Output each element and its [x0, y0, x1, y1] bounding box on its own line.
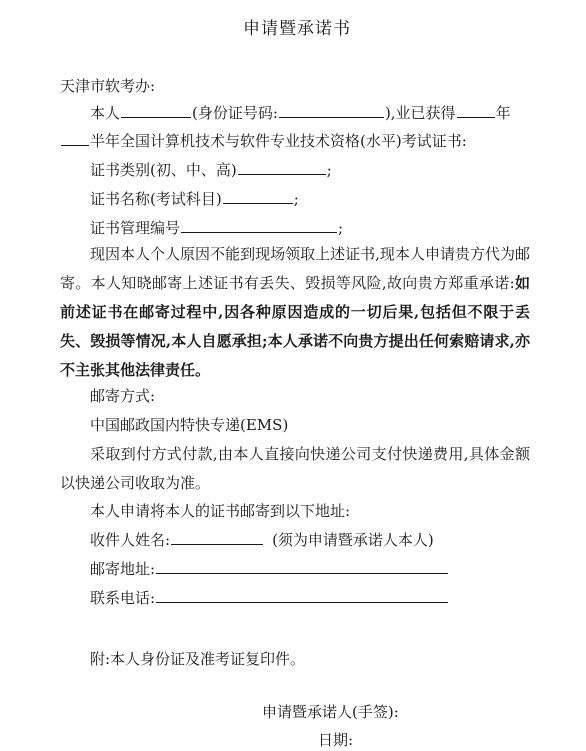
attachment-note: 附:本人身份证及准考证复印件。	[90, 650, 306, 668]
cert-name-label: 证书名称(考试科目)	[90, 190, 222, 208]
statement-line-2	[60, 130, 467, 152]
cert-name-blank[interactable]	[223, 188, 293, 204]
address-row	[90, 558, 449, 580]
cert-number-row	[90, 217, 343, 239]
statement-text: 本人	[90, 104, 121, 122]
date-label: 日期:	[318, 731, 354, 749]
cert-number-blank[interactable]	[181, 217, 337, 233]
statement-text: ),业已获得	[384, 104, 456, 122]
cert-type-blank[interactable]	[238, 159, 326, 175]
cert-type-label: 证书类别(初、中、高)	[90, 161, 237, 179]
signature-label: 申请暨承诺人(手签):	[262, 703, 399, 721]
statement-text: (身份证号码:	[192, 104, 278, 122]
name-blank[interactable]	[121, 102, 191, 118]
cert-number-end: ;	[338, 219, 344, 237]
statement-text: 年	[495, 104, 511, 122]
salutation: 天津市软考办:	[60, 77, 156, 95]
mail-method: 中国邮政国内特快专递(EMS)	[90, 416, 289, 434]
address-blank[interactable]	[156, 558, 448, 574]
phone-label: 联系电话:	[90, 589, 156, 607]
commitment-bold-text: 如前述证书在邮寄过程中,因各种原因造成的一切后果,包括但不限于丢失、毁损等情况,本人自愿承担;本人承诺不向贵方提出任何索赔请求,亦不主张其他法律责任。	[60, 274, 530, 379]
cert-name-end: ;	[293, 190, 299, 208]
payment-paragraph: 采取到付方式付款,由本人直接向快递公司支付快递费用,具体金额以快递公司收取为准。	[60, 445, 530, 492]
commitment-text: 现因本人个人原因不能到现场领取上述证书,现本人申请贵方代为邮寄。本人知晓邮寄上述证书有丢失、毁损等风险,故向贵方郑重承诺:	[60, 245, 530, 292]
cert-type-end: ;	[326, 161, 332, 179]
year-blank[interactable]	[457, 102, 495, 118]
commitment-paragraph	[60, 240, 530, 385]
phone-row	[90, 587, 449, 609]
cert-number-label: 证书管理编号	[90, 219, 181, 237]
recipient-label: 收件人姓名:	[90, 531, 171, 549]
cert-type-row	[90, 159, 332, 181]
statement-text: 半年全国计算机技术与软件专业技术资格(水平)考试证书:	[90, 132, 467, 150]
recipient-name-blank[interactable]	[171, 529, 263, 545]
id-number-blank[interactable]	[279, 102, 384, 118]
document-title: 申请暨承诺书	[243, 19, 351, 39]
mail-method-label: 邮寄方式:	[90, 387, 156, 405]
recipient-note: (须为申请暨承诺人本人)	[272, 531, 434, 549]
recipient-row	[90, 529, 434, 551]
cert-name-row	[90, 188, 299, 210]
apply-address-text: 本人申请将本人的证书邮寄到以下地址:	[90, 502, 351, 520]
phone-blank[interactable]	[156, 587, 448, 603]
half-year-blank[interactable]	[61, 130, 89, 146]
address-label: 邮寄地址:	[90, 560, 156, 578]
statement-line-1	[90, 102, 511, 124]
